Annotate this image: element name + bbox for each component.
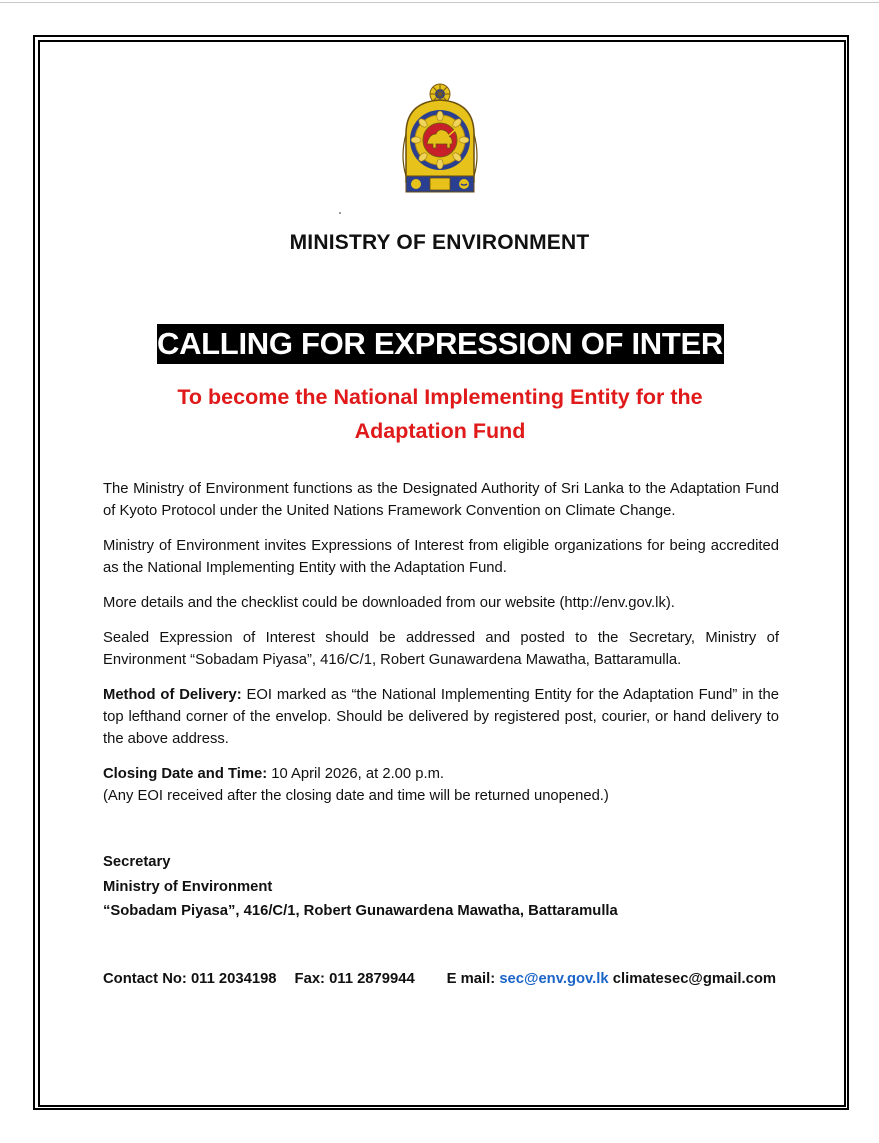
- sri-lanka-emblem-icon: [396, 78, 484, 200]
- signature-address: “Sobadam Piyasa”, 416/C/1, Robert Gunawardena Mawatha, Battaramulla: [103, 903, 618, 919]
- paragraph-invitation: Ministry of Environment invites Expressions of Interest from eligible organizations for being accredited as the National Implementing Entity with the Adaptation Fund.: [103, 538, 779, 576]
- paragraph-address: Sealed Expression of Interest should be addressed and posted to the Secretary, Ministry of Environment “Sobadam Piyasa”, 416/C/1, Robert Gunawardena Mawatha, Battaramulla.: [103, 630, 779, 668]
- delivery-label: Method of Delivery:: [103, 687, 242, 703]
- paragraph-closing: [103, 763, 779, 807]
- contact-fax: Fax: 011 2879944: [294, 971, 415, 987]
- paragraph-website: More details and the checklist could be downloaded from our website (http://env.gov.lk).: [103, 595, 675, 611]
- paragraph-designated-authority: The Ministry of Environment functions as the Designated Authority of Sri Lanka to the Adaptation Fund of Kyoto Protocol under the United Nations Framework Convention on Climate Change.: [103, 481, 779, 519]
- signature-block: [103, 850, 779, 924]
- email-link-climatesec[interactable]: climatesec@gmail.com: [612, 971, 777, 987]
- notice-subtitle: [120, 380, 760, 448]
- eoi-title-banner: CALLING FOR EXPRESSION OF INTEREST: [157, 324, 724, 364]
- contact-line: [103, 971, 803, 987]
- subtitle-line-2: Adaptation Fund: [354, 419, 526, 443]
- stray-dot: [339, 212, 341, 214]
- email-link-sec[interactable]: sec@env.gov.lk: [499, 971, 609, 987]
- closing-label: Closing Date and Time:: [103, 766, 268, 782]
- contact-email-label: E mail:: [446, 971, 496, 987]
- signature-title: Secretary: [103, 854, 171, 870]
- paragraph-delivery: [103, 684, 779, 750]
- signature-ministry: Ministry of Environment: [103, 878, 273, 895]
- notice-body: [103, 478, 779, 807]
- delivery-text: EOI marked as “the National Implementing Entity for the Adaptation Fund” in the top lefthand corner of the envelop. Should be delivered by registered post, courier, or hand delivery to the above address.: [103, 687, 779, 747]
- top-rule: [0, 2, 879, 3]
- ministry-heading: MINISTRY OF ENVIRONMENT: [289, 231, 590, 254]
- subtitle-line-1: To become the National Implementing Entity for the: [177, 385, 703, 409]
- closing-note: (Any EOI received after the closing date and time will be returned unopened.): [103, 788, 609, 804]
- contact-phone: Contact No: 011 2034198: [103, 971, 277, 987]
- closing-date: 10 April 2026, at 2.00 p.m.: [267, 766, 445, 782]
